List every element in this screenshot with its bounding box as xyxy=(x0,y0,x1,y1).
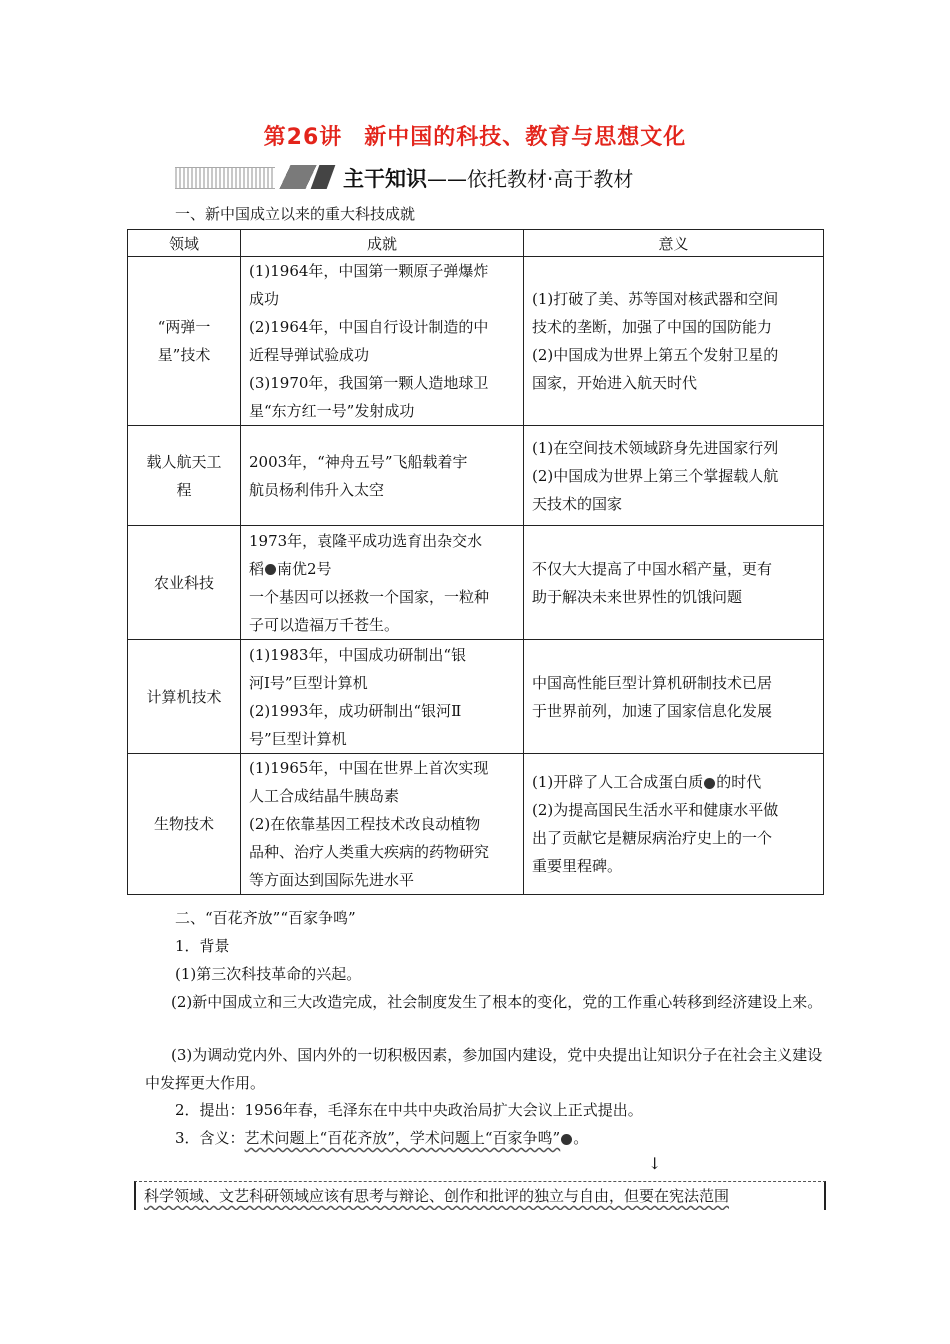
cell-achievement-line: (1)1983年，中国成功研制出“银 xyxy=(249,645,467,664)
cell-field-line: 载人航天工 xyxy=(146,452,222,471)
cell-significance-line: 于世界前列，加速了国家信息化发展 xyxy=(532,701,773,720)
meaning-underlined: 艺术问题上“百花齐放”，学术问题上“百家争鸣” xyxy=(244,1129,561,1147)
cell-significance-line: (1)开辟了人工合成蛋白质 的时代 xyxy=(532,773,762,791)
section2-heading: 二、“百花齐放”“百家争鸣” xyxy=(175,909,356,927)
cell-achievement-line: 品种、治疗人类重大疾病的药物研究 xyxy=(249,843,490,861)
cell-achievement xyxy=(241,640,524,754)
cell-field xyxy=(128,426,241,526)
cell-field xyxy=(128,640,241,754)
cell-significance-line: 中国高性能巨型计算机研制技术已居 xyxy=(532,673,773,692)
cell-achievement-line: (1)1964年，中国第一颗原子弹爆炸 xyxy=(249,262,489,280)
cell-achievement xyxy=(241,526,524,640)
cell-significance-line: (1)在空间技术领域跻身先进国家行列 xyxy=(532,438,779,457)
cell-achievement-line: 一个基因可以拯救一个国家，一粒种 xyxy=(249,587,490,606)
cell-achievement-line: 子可以造福万千苍生。 xyxy=(249,615,400,634)
cell-significance-line: 不仅大大提高了中国水稻产量，更有 xyxy=(532,559,773,578)
cell-achievement-line: (3)1970年，我国第一颗人造地球卫 xyxy=(249,374,489,392)
note-marker-icon xyxy=(704,778,715,789)
lesson-number: 第26讲 xyxy=(263,125,343,150)
achievements-table xyxy=(127,229,824,895)
page-title xyxy=(0,120,950,151)
cell-significance xyxy=(524,526,824,640)
cell-significance-line: 国家，开始进入航天时代 xyxy=(532,374,698,392)
cell-achievement-line: 航员杨利伟升入太空 xyxy=(249,480,385,499)
section-banner xyxy=(175,163,735,193)
cell-field-line: 生物技术 xyxy=(153,815,214,833)
background-title: 1．背景 xyxy=(175,937,230,955)
cell-achievement-line: (2)1964年，中国自行设计制造的中 xyxy=(249,318,489,336)
cell-field xyxy=(128,526,241,640)
table-header-row xyxy=(128,230,824,257)
cell-achievement-line: 2003年，“神舟五号”飞船载着宇 xyxy=(249,452,468,471)
cell-achievement-line: 1973年，袁隆平成功选育出杂交水 xyxy=(249,531,483,550)
cell-significance-line: 助于解决未来世界性的饥饿问题 xyxy=(532,587,743,606)
cell-significance xyxy=(524,426,824,526)
cell-significance xyxy=(524,257,824,426)
header-achievement: 成就 xyxy=(241,230,524,257)
table-row xyxy=(128,754,824,895)
cell-field-line: 农业科技 xyxy=(153,573,214,592)
cell-significance-line: (2)中国成为世界上第五个发射卫星的 xyxy=(532,346,779,364)
cell-significance-line: 重要里程碑。 xyxy=(532,857,623,875)
background-point-1: (1)第三次科技革命的兴起。 xyxy=(175,965,362,983)
header-significance: 意义 xyxy=(524,230,824,257)
banner-stripes-decoration xyxy=(175,167,275,189)
cell-achievement-line: (1)1965年，中国在世界上首次实现 xyxy=(249,759,489,777)
cell-achievement-line: 近程导弹试验成功 xyxy=(249,346,370,364)
cell-field-line: 星”技术 xyxy=(157,346,211,364)
cell-achievement-line: (2)1993年，成功研制出“银河Ⅱ xyxy=(249,701,462,720)
cell-achievement-line: (2)在依靠基因工程技术改良动植物 xyxy=(249,815,481,833)
table-row xyxy=(128,640,824,754)
cell-achievement-line: 等方面达到国际先进水平 xyxy=(249,871,415,889)
header-field: 领域 xyxy=(128,230,241,257)
cell-significance xyxy=(524,640,824,754)
section1-heading: 一、新中国成立以来的重大科技成就 xyxy=(175,205,416,223)
annotation-box: 科学领域、文艺科研领域应该有思考与辩论、创作和批评的独立与自由，但要在宪法范围 xyxy=(134,1181,826,1210)
table-row xyxy=(128,426,824,526)
cell-significance-line: 技术的垄断，加强了中国的国防能力 xyxy=(532,318,773,336)
cell-achievement xyxy=(241,754,524,895)
cell-achievement xyxy=(241,426,524,526)
lesson-topic: 新中国的科技、教育与思想文化 xyxy=(364,125,687,150)
note-marker-icon xyxy=(265,564,276,575)
cell-significance-line: (2)中国成为世界上第三个掌握载人航 xyxy=(532,466,779,485)
cell-achievement-line: 人工合成结晶牛胰岛素 xyxy=(249,787,400,805)
proposal-text: 2．提出：1956年春，毛泽东在中共中央政治局扩大会议上正式提出。 xyxy=(175,1101,643,1119)
cell-field xyxy=(128,754,241,895)
cell-achievement-line: 成功 xyxy=(249,290,280,308)
background-point-3: (3)为调动党内外、国内外的一切积极因素，参加国内建设，党中央提出让知识分子在社会主义建设中发挥更大作用。 xyxy=(145,1046,823,1092)
cell-achievement xyxy=(241,257,524,426)
cell-field-line: 计算机技术 xyxy=(146,687,222,706)
cell-significance-line: 出了贡献它是糖尿病治疗史上的一个 xyxy=(532,829,773,847)
cell-field-line: 程 xyxy=(176,480,192,499)
banner-heading: 主干知识——依托教材·高于教材 xyxy=(343,167,634,191)
cell-field xyxy=(128,257,241,426)
cell-achievement-line: 稻 南优2号 xyxy=(249,559,332,578)
cell-field-line: “两弹一 xyxy=(157,318,211,336)
down-arrow-icon: ↓ xyxy=(648,1154,662,1173)
cell-significance xyxy=(524,754,824,895)
background-point-2: (2)新中国成立和三大改造完成，社会制度发生了根本的变化，党的工作重心转移到经济建设上来。 xyxy=(171,993,823,1011)
cell-significance-line: 天技术的国家 xyxy=(532,494,623,513)
cell-achievement-line: 河Ⅰ号”巨型计算机 xyxy=(249,673,368,692)
cell-significance-line: (1)打破了美、苏等国对核武器和空间 xyxy=(532,290,779,308)
meaning-text: 3．含义：艺术问题上“百花齐放”，学术问题上“百家争鸣” 。 xyxy=(175,1129,589,1147)
cell-achievement-line: 号”巨型计算机 xyxy=(249,729,347,748)
cell-achievement-line: 星“东方红一号”发射成功 xyxy=(249,402,415,420)
table-row xyxy=(128,257,824,426)
cell-significance-line: (2)为提高国民生活水平和健康水平做 xyxy=(532,801,779,819)
table-row xyxy=(128,526,824,640)
note-marker-icon xyxy=(561,1134,572,1145)
